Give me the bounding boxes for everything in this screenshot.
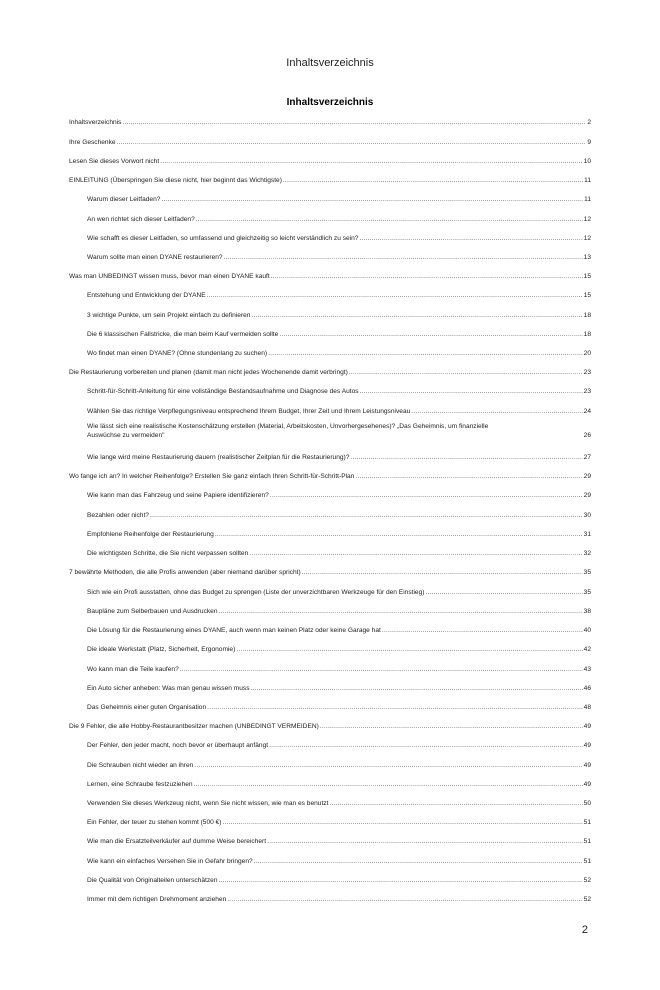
toc-entry[interactable] (69, 119, 591, 128)
toc-entry[interactable] (87, 781, 591, 790)
toc-entry-page: 48 (583, 704, 591, 711)
toc-entry-page: 29 (583, 473, 591, 480)
toc-leader-dots (122, 119, 586, 128)
page-header: Inhaltsverzeichnis (286, 57, 374, 69)
toc-entry-title-continued: Auswüchse zu vermeiden" (87, 431, 165, 439)
toc-entry-title: Die Lösung für die Restaurierung eines DYANE, auch wenn man keinen Platz oder keine Garage hat (87, 627, 381, 634)
toc-leader-dots (359, 235, 582, 244)
toc-entry[interactable] (87, 312, 591, 321)
toc-entry-page: 46 (583, 685, 591, 692)
toc-entry[interactable] (87, 454, 591, 463)
toc-entry-title: Wo fange ich an? In welcher Reihenfolge? Erstellen Sie ganz einfach Ihren Schritt-für-Schritt-Plan (69, 473, 355, 480)
toc-entry-page: 29 (583, 492, 591, 499)
toc-entry-title: Der Fehler, den jeder macht, noch bevor er überhaupt anfängt (87, 742, 269, 749)
toc-leader-dots (267, 838, 583, 847)
toc-entry[interactable] (87, 800, 591, 809)
toc-entry-title: Die Qualität von Originalteilen unterschätzen (87, 877, 218, 884)
toc-entry-page: 10 (583, 158, 591, 165)
toc-leader-dots (224, 254, 583, 263)
toc-entry-page: 35 (583, 589, 591, 596)
toc-leader-dots (360, 388, 583, 397)
toc-entry-title: Wie lässt sich eine realistische Kostenschätzung erstellen (Material, Arbeitskosten, Unvorhergesehenes)? „Das Geheimnis, um finanzielle Auswüchse zu vermeiden" (87, 423, 489, 439)
toc-entry[interactable] (87, 254, 591, 263)
toc-entry[interactable] (87, 704, 591, 713)
toc-entry-page: 12 (583, 216, 591, 223)
toc-entry-title: 3 wichtige Punkte, um sein Projekt einfach zu definieren (87, 312, 251, 319)
toc-entry[interactable] (87, 608, 591, 617)
toc-entry-page: 32 (583, 550, 591, 557)
toc-leader-dots (117, 139, 587, 148)
toc-entry-page: 30 (583, 512, 591, 519)
toc-entry[interactable] (87, 838, 591, 847)
toc-entry-title: Die 9 Fehler, die alle Hobby-Restaurantbesitzer machen (UNBEDINGT VERMEIDEN) (69, 723, 319, 730)
toc-entry[interactable] (87, 685, 591, 694)
toc-entry-page: 38 (583, 608, 591, 615)
toc-entry[interactable] (87, 819, 591, 828)
toc-entry-title: Die Schrauben nicht wieder an ihren (87, 762, 194, 769)
toc-entry[interactable] (87, 858, 591, 867)
toc-entry-page: 40 (583, 627, 591, 634)
toc-entry[interactable] (87, 216, 591, 225)
toc-entry[interactable] (87, 896, 591, 905)
toc-leader-dots (196, 216, 583, 225)
toc-entry[interactable] (87, 331, 591, 340)
toc-entry[interactable] (87, 408, 591, 417)
toc-leader-dots (283, 177, 583, 186)
toc-entry-page: 49 (583, 742, 591, 749)
toc-leader-dots (269, 742, 583, 751)
toc-entry-title: Die ideale Werkstatt (Platz, Sicherheit, Ergonomie) (87, 646, 236, 653)
toc-entry-page: 13 (583, 254, 591, 261)
toc-entry[interactable] (87, 666, 591, 675)
toc-entry-page: 43 (583, 666, 591, 673)
toc-entry-title: Empfohlene Reihenfolge der Restaurierung (87, 531, 214, 538)
toc-leader-dots (160, 158, 582, 167)
toc-entry[interactable] (69, 723, 591, 732)
toc-leader-dots (180, 666, 583, 675)
toc-entry-page: 11 (584, 177, 591, 184)
toc-entry-title: Wo kann man die Teile kaufen? (87, 666, 179, 673)
toc-entry[interactable] (87, 627, 591, 636)
toc-leader-dots (194, 762, 582, 771)
toc-entry-title: Wie schafft es dieser Leitfaden, so umfassend und gleichzeitig so leicht verständlich zu sein? (87, 235, 359, 242)
toc-leader-dots (194, 781, 583, 790)
toc-leader-dots (227, 896, 582, 905)
toc-heading: Inhaltsverzeichnis (286, 97, 374, 108)
toc-entry[interactable] (87, 196, 591, 205)
toc-leader-dots (349, 369, 583, 378)
toc-entry-page: 26 (583, 431, 591, 439)
toc-entry-page: 20 (583, 350, 591, 357)
page-number: 2 (581, 924, 588, 936)
toc-entry-page: 51 (583, 838, 591, 845)
toc-leader-dots (271, 273, 583, 282)
toc-leader-dots (355, 473, 582, 482)
toc-leader-dots (218, 877, 582, 886)
toc-entry[interactable] (69, 158, 591, 167)
toc-leader-dots (350, 454, 582, 463)
toc-entry-page: 49 (583, 781, 591, 788)
toc-entry-page: 49 (583, 762, 591, 769)
toc-entry-title: Die wichtigsten Schritte, die Sie nicht verpassen sollten (87, 550, 249, 557)
toc-entry-title: Baupläne zum Selberbauen und Ausdrucken (87, 608, 218, 615)
toc-leader-dots (207, 292, 583, 301)
toc-entry-page: 2 (587, 119, 591, 126)
toc-entry[interactable] (87, 235, 591, 244)
toc-entry-title: Die Restaurierung vorbereiten und planen (damit man nicht jedes Wochenende damit verbringt) (69, 369, 348, 376)
toc-entry-title: EINLEITUNG (Überspringen Sie diese nicht, hier beginnt das Wichtigste) (69, 177, 282, 184)
toc-entry-title: Wie kann man das Fahrzeug und seine Papiere identifizieren? (87, 492, 269, 499)
toc-entry-title: An wen richtet sich dieser Leitfaden? (87, 216, 195, 223)
toc-entry-page: 18 (583, 331, 591, 338)
toc-leader-dots (270, 492, 583, 501)
toc-entry-title: Ein Auto sicher anheben: Was man genau wissen muss (87, 685, 250, 692)
toc-entry-title: Was man UNBEDINGT wissen muss, bevor man einen DYANE kauft (69, 273, 270, 280)
toc-entry-page: 11 (584, 196, 591, 203)
toc-entry-page: 51 (583, 819, 591, 826)
toc-entry-title: Die 6 klassischen Fallstricke, die man beim Kauf vermeiden sollte (87, 331, 279, 338)
toc-entry[interactable] (69, 139, 591, 148)
toc-entry-page: 51 (583, 858, 591, 865)
toc-leader-dots (251, 312, 582, 321)
toc-entry[interactable] (87, 742, 591, 751)
toc-entry-page: 35 (583, 569, 591, 576)
toc-entry-title: Wählen Sie das richtige Verpflegungsniveau entsprechend Ihrem Budget, Ihrer Zeit und Ihrem Leistungsniveau (87, 408, 411, 415)
toc-entry-page: 49 (583, 723, 591, 730)
toc-entry-title: Das Geheimnis einer guten Organisation (87, 704, 207, 711)
toc-entry-title: Immer mit dem richtigen Drehmoment anziehen (87, 896, 227, 903)
toc-entry[interactable] (87, 492, 591, 501)
toc-entry[interactable] (87, 762, 591, 771)
toc-entry-title: Warum sollte man einen DYANE restaurieren? (87, 254, 223, 261)
toc-entry-page: 50 (583, 800, 591, 807)
toc-entry[interactable] (87, 512, 591, 521)
toc-leader-dots (411, 408, 582, 417)
toc-entry-title: Bezahlen oder nicht? (87, 512, 149, 519)
toc-entry-page: 42 (583, 646, 591, 653)
toc-leader-dots (329, 800, 582, 809)
toc-entry-page: 31 (583, 531, 591, 538)
toc-entry-page: 52 (583, 877, 591, 884)
toc-entry[interactable] (69, 177, 591, 186)
toc-entry-page: 27 (583, 454, 591, 461)
toc-entry-title: Inhaltsverzeichnis (69, 119, 122, 126)
toc-entry[interactable] (69, 273, 591, 282)
toc-entry[interactable] (87, 550, 591, 559)
toc-entry-title: Verwenden Sie dieses Werkzeug nicht, wenn Sie nicht wissen, wie man es benutzt (87, 800, 329, 807)
toc-entry[interactable] (87, 350, 591, 359)
toc-entry-title: Entstehung und Entwicklung der DYANE (87, 292, 206, 299)
toc-leader-dots (425, 589, 582, 598)
toc-leader-dots (279, 331, 582, 340)
toc-entry-title: Ein Fehler, der teuer zu stehen kommt (500 €) (87, 819, 222, 826)
toc-leader-dots (268, 350, 583, 359)
toc-entry-title: 7 bewährte Methoden, die alle Profis anwenden (aber niemand darüber spricht) (69, 569, 301, 576)
toc-entry-page: 23 (583, 369, 591, 376)
toc-entry-title: Warum dieser Leitfaden? (87, 196, 161, 203)
toc-entry-page: 24 (583, 408, 591, 415)
toc-leader-dots (215, 531, 583, 540)
toc-entry-title: Wie man die Ersatzteilverkäufer auf dumme Weise bereichert (87, 838, 267, 845)
toc-leader-dots (382, 627, 583, 636)
toc-entry[interactable] (69, 473, 591, 482)
toc-leader-dots (223, 819, 583, 828)
toc-entry-page: 52 (583, 896, 591, 903)
toc-leader-dots (207, 704, 583, 713)
toc-entry-page: 15 (583, 292, 591, 299)
toc-leader-dots (219, 608, 583, 617)
toc-entry-title: Wie lange wird meine Restaurierung dauern (realistischer Zeitplan für die Restaurierung)? (87, 454, 350, 461)
toc-entry[interactable] (87, 388, 591, 397)
toc-entry-page: 23 (583, 388, 591, 395)
toc-leader-dots (251, 685, 583, 694)
toc-leader-dots (302, 569, 583, 578)
toc-leader-dots (320, 723, 583, 732)
toc-entry-title: Sich wie ein Profi ausstatten, ohne das Budget zu sprengen (Liste der unverzichtbaren Werkzeuge für den Einstieg) (87, 589, 425, 596)
toc-entry-title: Lernen, eine Schraube festzuziehen (87, 781, 193, 788)
toc-leader-dots (236, 646, 582, 655)
toc-entry-page: 12 (583, 235, 591, 242)
toc-leader-dots (254, 858, 583, 867)
toc-entry-title: Lesen Sie dieses Vorwort nicht (69, 158, 160, 165)
toc-entry-title: Ihre Geschenke (69, 139, 116, 146)
toc-entry-title: Wie kann ein einfaches Versehen Sie in Gefahr bringen? (87, 858, 253, 865)
toc-entry[interactable] (87, 292, 591, 301)
toc-leader-dots (249, 550, 582, 559)
toc-entry-page: 9 (587, 139, 591, 146)
toc-entry[interactable] (87, 423, 591, 440)
toc-entry[interactable] (87, 877, 591, 886)
toc-entry[interactable] (69, 569, 591, 578)
toc-entry[interactable] (87, 646, 591, 655)
toc-leader-dots (161, 196, 583, 205)
toc-entry-page: 15 (583, 273, 591, 280)
toc-leader-dots (150, 512, 583, 521)
toc-entry-page: 18 (583, 312, 591, 319)
toc-entry[interactable] (87, 589, 591, 598)
toc-entry[interactable] (87, 531, 591, 540)
toc-entry-title: Wo findet man einen DYANE? (Ohne stundenlang zu suchen) (87, 350, 268, 357)
toc-entry-title: Schritt-für-Schritt-Anleitung für eine vollständige Bestandsaufnahme und Diagnose des Autos (87, 388, 359, 395)
toc-entry[interactable] (69, 369, 591, 378)
